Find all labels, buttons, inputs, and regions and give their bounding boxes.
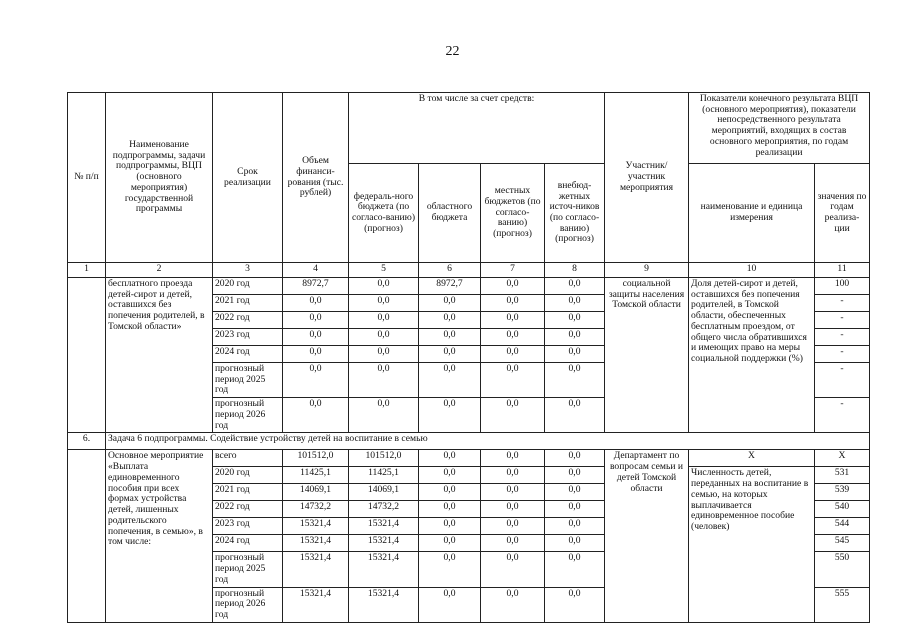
table-row <box>68 450 870 467</box>
indicator-value-cell: 550 <box>815 552 870 587</box>
indicator-name-cell: Доля детей-сирот и детей, оставшихся без попечения родителей, в Томской области, обеспеченных бесплатным проездом, от общего числа обратившихся и имеющих право на меры социальной поддержки (%) <box>689 278 815 433</box>
column-number: 6 <box>419 263 481 278</box>
header-row-1 <box>68 93 870 164</box>
header-indicator-name: наименование и единица измерения <box>689 164 815 263</box>
column-number: 4 <box>283 263 349 278</box>
extra-cell: 0,0 <box>545 518 605 535</box>
local-cell: 0,0 <box>481 329 545 346</box>
federal-cell: 0,0 <box>349 295 419 312</box>
total-cell: 15321,4 <box>283 518 349 535</box>
local-cell: 0,0 <box>481 278 545 295</box>
total-cell: 0,0 <box>283 312 349 329</box>
header-regional: областного бюджета <box>419 164 481 263</box>
total-cell: 0,0 <box>283 363 349 398</box>
participant-cell: социальной защиты населения Томской области <box>605 278 689 433</box>
indicator-value-cell: 100 <box>815 278 870 295</box>
extra-cell: 0,0 <box>545 363 605 398</box>
extra-cell: 0,0 <box>545 346 605 363</box>
period-cell: прогнозный период 2025 год <box>213 552 283 587</box>
column-number: 7 <box>481 263 545 278</box>
column-number-row <box>68 263 870 278</box>
extra-cell: 0,0 <box>545 467 605 484</box>
regional-cell: 0,0 <box>419 346 481 363</box>
regional-cell: 0,0 <box>419 552 481 587</box>
indicator-value-cell: - <box>815 329 870 346</box>
column-number: 3 <box>213 263 283 278</box>
extra-cell: 0,0 <box>545 587 605 622</box>
indicator-value-cell: - <box>815 295 870 312</box>
task-row <box>68 433 870 450</box>
column-number: 9 <box>605 263 689 278</box>
regional-cell: 0,0 <box>419 312 481 329</box>
local-cell: 0,0 <box>481 587 545 622</box>
header-federal: федераль-ного бюджета (по согласо-ванию) (прогноз) <box>349 164 419 263</box>
total-cell: 15321,4 <box>283 587 349 622</box>
period-cell: прогнозный период 2025 год <box>213 363 283 398</box>
local-cell: 0,0 <box>481 501 545 518</box>
federal-cell: 0,0 <box>349 329 419 346</box>
period-cell: 2022 год <box>213 312 283 329</box>
indicator-value-cell: 539 <box>815 484 870 501</box>
measure-name: Основное мероприятие «Выплата единовременного пособия при всех формах устройства детей, лишенных родительского попечения, в семью», в том числе: <box>106 450 213 622</box>
indicator-value-cell: - <box>815 363 870 398</box>
local-cell: 0,0 <box>481 312 545 329</box>
column-number: 2 <box>106 263 213 278</box>
indicator-name-cell: Численность детей, переданных на воспитание в семью, на которых выплачивается единовременное пособие (человек) <box>689 467 815 622</box>
local-cell: 0,0 <box>481 450 545 467</box>
task-title: Задача 6 подпрограммы. Содействие устройству детей на воспитание в семью <box>106 433 870 450</box>
total-cell: 0,0 <box>283 398 349 433</box>
period-cell: 2023 год <box>213 329 283 346</box>
regional-cell: 0,0 <box>419 501 481 518</box>
extra-cell: 0,0 <box>545 450 605 467</box>
federal-cell: 15321,4 <box>349 518 419 535</box>
indicator-value-cell: 544 <box>815 518 870 535</box>
total-cell: 101512,0 <box>283 450 349 467</box>
header-participant: Участник/ участник мероприятия <box>605 93 689 263</box>
period-cell: 2022 год <box>213 501 283 518</box>
indicator-value-cell: - <box>815 398 870 433</box>
regional-cell: 0,0 <box>419 363 481 398</box>
header-local: местных бюджетов (по согласо-ванию) (прогноз) <box>481 164 545 263</box>
local-cell: 0,0 <box>481 363 545 398</box>
period-cell: прогнозный период 2026 год <box>213 587 283 622</box>
column-number: 8 <box>545 263 605 278</box>
total-cell: 0,0 <box>283 346 349 363</box>
extra-cell: 0,0 <box>545 329 605 346</box>
indicator-value-cell: 545 <box>815 535 870 552</box>
regional-cell: 0,0 <box>419 398 481 433</box>
period-cell: 2021 год <box>213 295 283 312</box>
federal-cell: 15321,4 <box>349 535 419 552</box>
regional-cell: 8972,7 <box>419 278 481 295</box>
federal-cell: 0,0 <box>349 278 419 295</box>
regional-cell: 0,0 <box>419 587 481 622</box>
period-cell: 2024 год <box>213 346 283 363</box>
row-number-cell <box>68 450 106 622</box>
header-number: № п/п <box>68 93 106 263</box>
total-cell: 14069,1 <box>283 484 349 501</box>
total-cell: 8972,7 <box>283 278 349 295</box>
indicator-value-cell: 555 <box>815 587 870 622</box>
measure-name: бесплатного проезда детей-сирот и детей, оставшихся без попечения родителей, в Томской области» <box>106 278 213 433</box>
column-number: 10 <box>689 263 815 278</box>
local-cell: 0,0 <box>481 295 545 312</box>
period-cell: всего <box>213 450 283 467</box>
indicator-value-cell: 531 <box>815 467 870 484</box>
total-cell: 15321,4 <box>283 552 349 587</box>
page-number: 22 <box>445 44 460 59</box>
header-indicator-values: значения по годам реализа-ции <box>815 164 870 263</box>
extra-cell: 0,0 <box>545 501 605 518</box>
program-table <box>67 92 870 623</box>
task-number: 6. <box>68 433 106 450</box>
local-cell: 0,0 <box>481 346 545 363</box>
regional-cell: 0,0 <box>419 329 481 346</box>
indicator-value-cell: - <box>815 312 870 329</box>
extra-cell: 0,0 <box>545 535 605 552</box>
header-total: Объем финанси-рования (тыс. рублей) <box>283 93 349 263</box>
indicator-value-cell: Х <box>815 450 870 467</box>
federal-cell: 14732,2 <box>349 501 419 518</box>
regional-cell: 0,0 <box>419 467 481 484</box>
indicator-total-cell: Х <box>689 450 815 467</box>
regional-cell: 0,0 <box>419 450 481 467</box>
column-number: 1 <box>68 263 106 278</box>
federal-cell: 15321,4 <box>349 552 419 587</box>
column-number: 11 <box>815 263 870 278</box>
total-cell: 0,0 <box>283 329 349 346</box>
header-indicators-group: Показатели конечного результата ВЦП (основного мероприятия), показатели непосредственного результата мероприятий, входящих в состав основного мероприятия, по годам реализации <box>689 93 870 164</box>
period-cell: 2020 год <box>213 467 283 484</box>
federal-cell: 14069,1 <box>349 484 419 501</box>
local-cell: 0,0 <box>481 552 545 587</box>
total-cell: 11425,1 <box>283 467 349 484</box>
extra-cell: 0,0 <box>545 312 605 329</box>
period-cell: 2023 год <box>213 518 283 535</box>
header-extra: внебюд-жетных источ-ников (по согласо-ванию) (прогноз) <box>545 164 605 263</box>
local-cell: 0,0 <box>481 535 545 552</box>
regional-cell: 0,0 <box>419 535 481 552</box>
row-number-cell <box>68 278 106 433</box>
header-period: Срок реализации <box>213 93 283 263</box>
local-cell: 0,0 <box>481 467 545 484</box>
period-cell: 2021 год <box>213 484 283 501</box>
total-cell: 15321,4 <box>283 535 349 552</box>
column-number: 5 <box>349 263 419 278</box>
federal-cell: 0,0 <box>349 398 419 433</box>
table-row <box>68 278 870 295</box>
local-cell: 0,0 <box>481 398 545 433</box>
regional-cell: 0,0 <box>419 295 481 312</box>
federal-cell: 101512,0 <box>349 450 419 467</box>
federal-cell: 0,0 <box>349 346 419 363</box>
header-name: Наименование подпрограммы, задачи подпрограммы, ВЦП (основного мероприятия) государственной программы <box>106 93 213 263</box>
extra-cell: 0,0 <box>545 398 605 433</box>
total-cell: 0,0 <box>283 295 349 312</box>
indicator-value-cell: 540 <box>815 501 870 518</box>
regional-cell: 0,0 <box>419 518 481 535</box>
federal-cell: 15321,4 <box>349 587 419 622</box>
extra-cell: 0,0 <box>545 278 605 295</box>
participant-cell: Департамент по вопросам семьи и детей Томской области <box>605 450 689 622</box>
local-cell: 0,0 <box>481 518 545 535</box>
total-cell: 14732,2 <box>283 501 349 518</box>
extra-cell: 0,0 <box>545 295 605 312</box>
federal-cell: 0,0 <box>349 363 419 398</box>
local-cell: 0,0 <box>481 484 545 501</box>
header-funding-group: В том числе за счет средств: <box>349 93 605 164</box>
federal-cell: 0,0 <box>349 312 419 329</box>
period-cell: прогнозный период 2026 год <box>213 398 283 433</box>
regional-cell: 0,0 <box>419 484 481 501</box>
extra-cell: 0,0 <box>545 484 605 501</box>
period-cell: 2020 год <box>213 278 283 295</box>
indicator-value-cell: - <box>815 346 870 363</box>
period-cell: 2024 год <box>213 535 283 552</box>
federal-cell: 11425,1 <box>349 467 419 484</box>
extra-cell: 0,0 <box>545 552 605 587</box>
